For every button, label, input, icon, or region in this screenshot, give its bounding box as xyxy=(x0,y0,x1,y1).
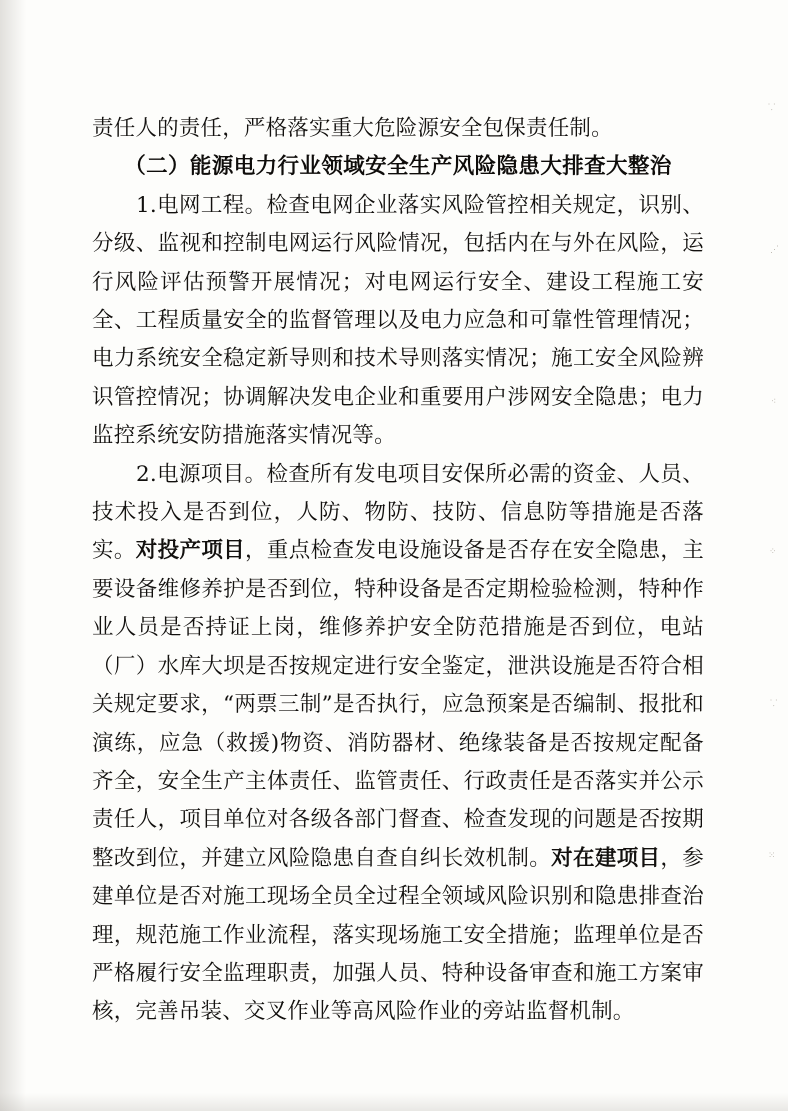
section-heading: （二）能源电力行业领域安全生产风险隐患大排查大整治 xyxy=(124,154,672,180)
scan-speckle: ⸪ xyxy=(768,103,776,113)
scan-speckle: ⁘ xyxy=(769,547,777,557)
scan-speckle: ⁖ xyxy=(771,397,777,407)
scan-speckle: ⁙ xyxy=(768,851,776,861)
page-left-edge-shadow xyxy=(0,0,26,1111)
document-body xyxy=(92,110,704,1032)
emphasis-run: 对在建项目 xyxy=(551,845,661,871)
paragraph-continuation: 责任人的责任，严格落实重大危险源安全包保责任制。 xyxy=(92,116,613,141)
emphasis-run: 对投产项目 xyxy=(135,538,246,564)
scan-speckle: ⋰ xyxy=(770,245,779,255)
page-bottom-edge-shadow xyxy=(0,1093,788,1111)
paragraph-grid-projects: 1.电网工程。检查电网企业落实风险管控相关规定，识别、分级、监视和控制电网运行风险情况，包括内在与外在风险，运行风险评估预警开展情况；对电网运行安全、建设工程施工安全、工程质量安全的监督管理以及电力应急和可靠性管理情况；电力系统安全稳定新导则和技术导则落实情况；施工安全风险辨识管控情况；协调解决发电企业和重要用户涉网安全隐患；电力监控系统安防措施落实情况等。 xyxy=(92,192,704,449)
scan-speckle: ⸪ xyxy=(770,699,778,709)
paragraph-power-source-projects: 2.电源项目。检查所有发电项目安保所必需的资金、人员、技术投入是否到位，人防、物防、技防、信息防等措施是否落实。对投产项目，重点检查发电设施设备是否存在安全隐患，主要设备维修养护是否到位，特种设备是否定期检验检测，特种作业人员是否持证上岗，维修养护安全防范措施是否到位，电站（厂）水库大坝是否按规定进行安全鉴定，泄洪设施是否符合相关规定要求，“两票三制”是否执行，应急预案是否编制、报批和演练，应急（救援)物资、消防器材、绝缘装备是否按规定配备齐全，安全生产主体责任、监管责任、行政责任是否落实并公示责任人，项目单位对各级各部门督查、检查发现的问题是否按期整改到位，并建立风险隐患自查自纠长效机制。对在建项目，参建单位是否对施工现场全员全过程全领域风险识别和隐患排查治理，规范施工作业流程，落实现场施工安全措施；监理单位是否严格履行安全监理职责，加强人员、特种设备审查和施工方案审核，完善吊装、交叉作业等高风险作业的旁站监督机制。 xyxy=(92,461,704,1025)
